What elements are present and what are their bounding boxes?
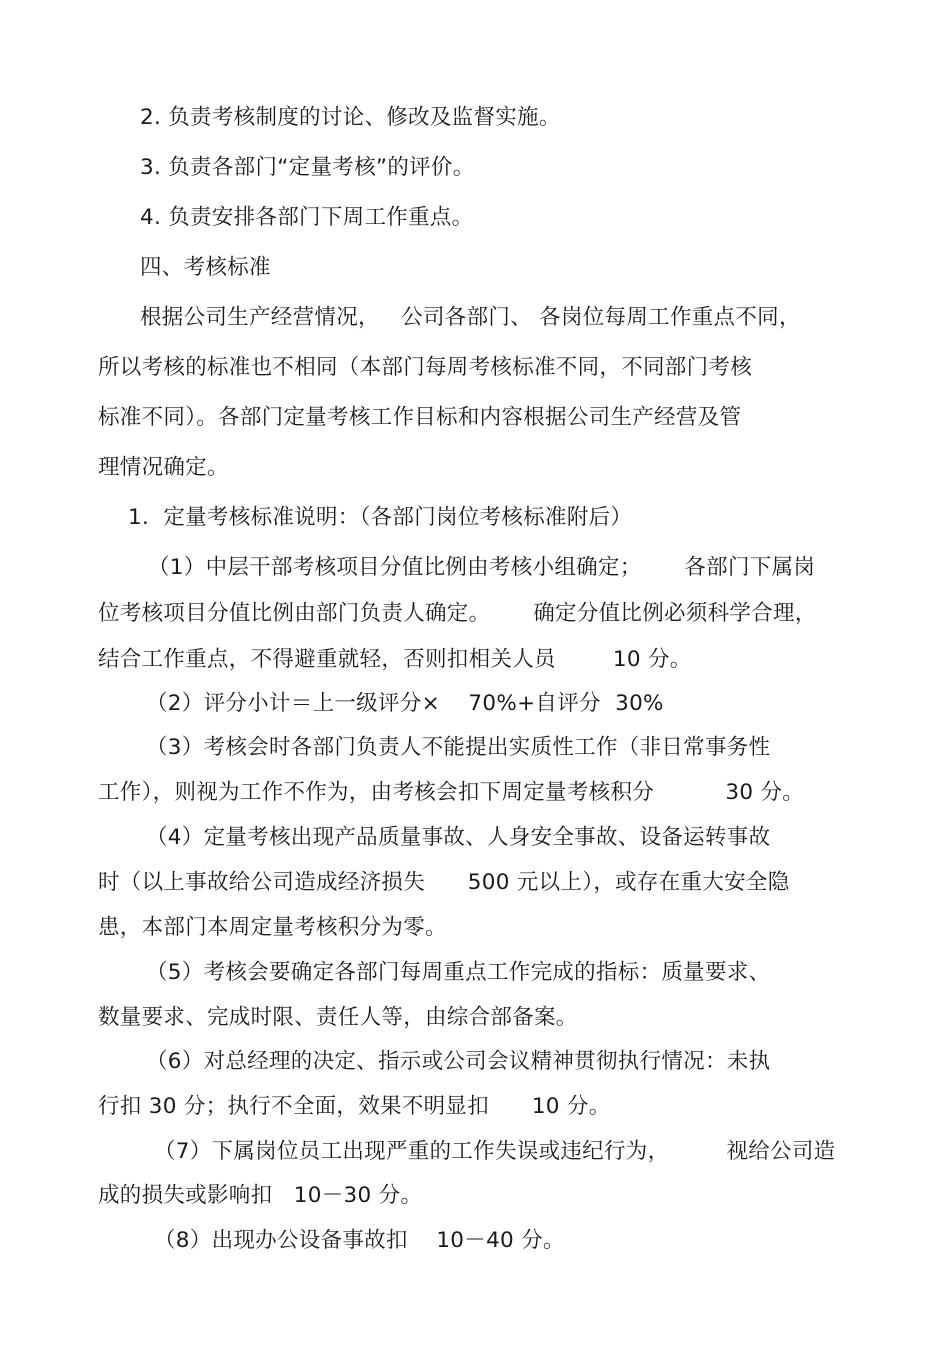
text-line: （2）评分小计＝上一级评分× 70%+自评分 30% — [146, 691, 664, 716]
text-line: （6）对总经理的决定、指示或公司会议精神贯彻执行情况：未执 — [146, 1049, 771, 1074]
text-line: 位考核项目分值比例由部门负责人确定。 确定分值比例必须科学合理， — [98, 601, 817, 626]
text-line: 成的损失或影响扣 10－30 分。 — [98, 1183, 423, 1208]
text-line: 根据公司生产经营情况， 公司各部门、 各岗位每周工作重点不同， — [140, 305, 801, 330]
text-line: 标准不同）。各部门定量考核工作目标和内容根据公司生产经营及管 — [98, 405, 742, 430]
section-heading: 四、考核标准 — [140, 255, 271, 280]
text-line: 行扣 30 分；执行不全面，效果不明显扣 10 分。 — [98, 1094, 611, 1119]
text-line: 结合工作重点，不得避重就轻，否则扣相关人员 10 分。 — [98, 647, 692, 672]
text-line: 数量要求、完成时限、责任人等，由综合部备案。 — [98, 1005, 578, 1030]
text-line: （8）出现办公设备事故扣 10－40 分。 — [154, 1228, 565, 1253]
text-line: （7）下属岗位员工出现严重的工作失误或违纪行为， 视给公司造 — [154, 1139, 836, 1164]
text-line: 工作），则视为工作不作为，由考核会扣下周定量考核积分 30 分。 — [98, 780, 805, 805]
text-line: 所以考核的标准也不相同（本部门每周考核标准不同，不同部门考核 — [98, 355, 753, 380]
subsection-heading: 1. 定量考核标准说明：（各部门岗位考核标准附后） — [128, 505, 633, 530]
text-line: （5）考核会要确定各部门每周重点工作完成的指标：质量要求、 — [146, 960, 771, 985]
text-line: （1）中层干部考核项目分值比例由考核小组确定； 各部门下属岗 — [148, 555, 816, 580]
text-line: （3）考核会时各部门负责人不能提出实质性工作（非日常事务性 — [146, 735, 771, 760]
text-line: 理情况确定。 — [98, 455, 229, 480]
text-line: 3. 负责各部门“定量考核”的评价。 — [140, 155, 475, 180]
text-line: 2. 负责考核制度的讨论、修改及监督实施。 — [140, 105, 561, 130]
text-line: 4. 负责安排各部门下周工作重点。 — [140, 205, 474, 230]
text-line: 患，本部门本周定量考核积分为零。 — [98, 915, 447, 940]
text-line: 时（以上事故给公司造成经济损失 500 元以上），或存在重大安全隐 — [98, 870, 790, 895]
text-line: （4）定量考核出现产品质量事故、人身安全事故、设备运转事故 — [146, 825, 771, 850]
